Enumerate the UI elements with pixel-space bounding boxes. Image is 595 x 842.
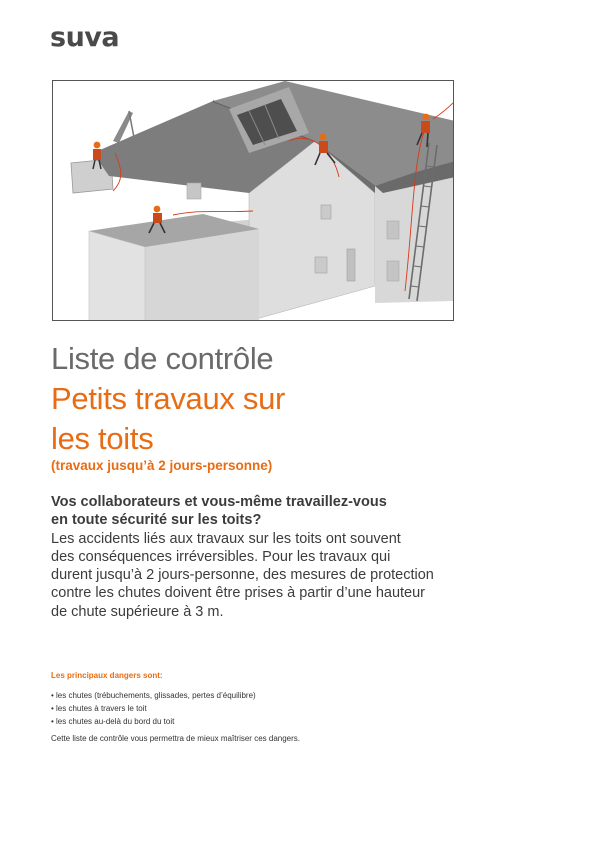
list-item: • les chutes à travers le toit: [51, 702, 256, 715]
document-type-title: Liste de contrôle: [51, 341, 274, 376]
dangers-note: Cette liste de contrôle vous permettra de mieux maîtriser ces dangers.: [51, 734, 300, 743]
intro-body-line: Les accidents liés aux travaux sur les toits ont souvent: [51, 530, 401, 547]
intro-question-line2: en toute sécurité sur les toits?: [51, 512, 262, 529]
intro-body-line: de chute supérieure à 3 m.: [51, 603, 224, 620]
intro-body-line: durent jusqu’à 2 jours-personne, des mesures de protection: [51, 567, 434, 584]
intro-question-line1: Vos collaborateurs et vous-même travaillez-vous: [51, 494, 387, 510]
roof-workers-illustration: [53, 81, 454, 321]
dangers-heading: Les principaux dangers sont:: [51, 671, 163, 680]
intro-body-line: contre les chutes doivent être prises à partir d’une hauteur: [51, 585, 425, 602]
dangers-list: [51, 689, 256, 728]
main-title-line1: Petits travaux sur: [51, 381, 286, 416]
main-title-line2: les toits: [51, 421, 154, 456]
hero-illustration: [52, 80, 454, 321]
intro-body-line: des conséquences irréversibles. Pour les travaux qui: [51, 548, 391, 565]
subtitle: (travaux jusqu’à 2 jours-personne): [51, 458, 273, 473]
intro-paragraph: [51, 493, 471, 621]
list-item: • les chutes au-delà du bord du toit: [51, 715, 256, 728]
suva-logo: suva: [50, 22, 120, 53]
list-item: • les chutes (trébuchements, glissades, pertes d’équilibre): [51, 689, 256, 702]
